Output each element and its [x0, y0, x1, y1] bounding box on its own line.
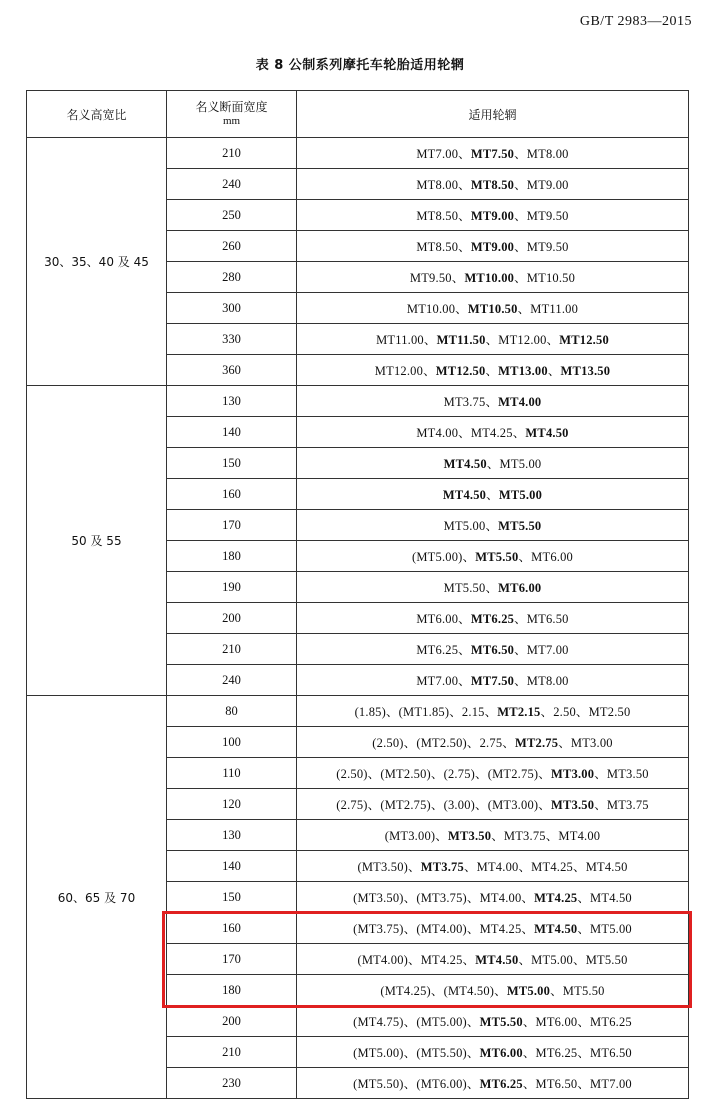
- applicable-rims-cell: (MT4.00)、MT4.25、MT4.50、MT5.00、MT5.50: [297, 944, 689, 975]
- section-width-cell: 180: [167, 975, 297, 1006]
- applicable-rims-cell: (1.85)、(MT1.85)、2.15、MT2.15、2.50、MT2.50: [297, 696, 689, 727]
- table-title: 表 8 公制系列摩托车轮胎适用轮辋: [255, 58, 465, 73]
- applicable-rims-cell: MT8.00、MT8.50、MT9.00: [297, 169, 689, 200]
- applicable-rims-cell: MT10.00、MT10.50、MT11.00: [297, 293, 689, 324]
- section-width-cell: 240: [167, 169, 297, 200]
- table-row: [27, 386, 689, 417]
- applicable-rims-cell: MT6.00、MT6.25、MT6.50: [297, 603, 689, 634]
- applicable-rims-cell: MT3.75、MT4.00: [297, 386, 689, 417]
- applicable-rims-cell: (MT3.75)、(MT4.00)、MT4.25、MT4.50、MT5.00: [297, 913, 689, 944]
- column-header-applicable-rims: 适用轮辋: [297, 91, 689, 138]
- section-width-cell: 170: [167, 510, 297, 541]
- table-container: [26, 90, 688, 1099]
- applicable-rims-cell: MT4.50、MT5.00: [297, 479, 689, 510]
- applicable-rims-cell: (MT4.25)、(MT4.50)、MT5.00、MT5.50: [297, 975, 689, 1006]
- section-width-cell: 160: [167, 479, 297, 510]
- column-header-section-width-unit: mm: [222, 114, 241, 127]
- applicable-rims-cell: (MT3.50)、MT3.75、MT4.00、MT4.25、MT4.50: [297, 851, 689, 882]
- group-label-cell: 60、65 及 70: [27, 696, 167, 1099]
- column-header-aspect-ratio: 名义高宽比: [27, 91, 167, 138]
- section-width-cell: 110: [167, 758, 297, 789]
- section-width-cell: 240: [167, 665, 297, 696]
- section-width-cell: 360: [167, 355, 297, 386]
- applicable-rims-cell: MT9.50、MT10.00、MT10.50: [297, 262, 689, 293]
- table-body: [27, 138, 689, 1099]
- applicable-rims-cell: MT4.00、MT4.25、MT4.50: [297, 417, 689, 448]
- group-label-cell: 50 及 55: [27, 386, 167, 696]
- standard-code-header: GB/T 2983—2015: [579, 14, 692, 29]
- section-width-cell: 280: [167, 262, 297, 293]
- table-row: [27, 138, 689, 169]
- applicable-rims-cell: (2.75)、(MT2.75)、(3.00)、(MT3.00)、MT3.50、MT3.75: [297, 789, 689, 820]
- section-width-cell: 160: [167, 913, 297, 944]
- section-width-cell: 200: [167, 603, 297, 634]
- applicable-rims-cell: MT7.00、MT7.50、MT8.00: [297, 138, 689, 169]
- section-width-cell: 230: [167, 1068, 297, 1099]
- applicable-rims-cell: MT6.25、MT6.50、MT7.00: [297, 634, 689, 665]
- section-width-cell: 150: [167, 448, 297, 479]
- applicable-rims-cell: (2.50)、(MT2.50)、(2.75)、(MT2.75)、MT3.00、MT3.50: [297, 758, 689, 789]
- applicable-rims-cell: (2.50)、(MT2.50)、2.75、MT2.75、MT3.00: [297, 727, 689, 758]
- section-width-cell: 170: [167, 944, 297, 975]
- applicable-rims-cell: MT5.50、MT6.00: [297, 572, 689, 603]
- section-width-cell: 150: [167, 882, 297, 913]
- section-width-cell: 210: [167, 1037, 297, 1068]
- section-width-cell: 200: [167, 1006, 297, 1037]
- table-header-row: [27, 91, 689, 138]
- applicable-rims-cell: MT5.00、MT5.50: [297, 510, 689, 541]
- section-width-cell: 130: [167, 386, 297, 417]
- applicable-rims-cell: MT7.00、MT7.50、MT8.00: [297, 665, 689, 696]
- applicable-rims-cell: (MT5.00)、(MT5.50)、MT6.00、MT6.25、MT6.50: [297, 1037, 689, 1068]
- section-width-cell: 210: [167, 634, 297, 665]
- section-width-cell: 180: [167, 541, 297, 572]
- column-header-section-width: [167, 91, 297, 138]
- applicable-rims-cell: MT11.00、MT11.50、MT12.00、MT12.50: [297, 324, 689, 355]
- section-width-cell: 120: [167, 789, 297, 820]
- section-width-cell: 330: [167, 324, 297, 355]
- section-width-cell: 250: [167, 200, 297, 231]
- rim-spec-table: [26, 90, 689, 1099]
- applicable-rims-cell: (MT3.00)、MT3.50、MT3.75、MT4.00: [297, 820, 689, 851]
- applicable-rims-cell: MT8.50、MT9.00、MT9.50: [297, 200, 689, 231]
- section-width-cell: 140: [167, 417, 297, 448]
- table-header: [27, 91, 689, 138]
- applicable-rims-cell: (MT3.50)、(MT3.75)、MT4.00、MT4.25、MT4.50: [297, 882, 689, 913]
- applicable-rims-cell: (MT4.75)、(MT5.00)、MT5.50、MT6.00、MT6.25: [297, 1006, 689, 1037]
- section-width-cell: 130: [167, 820, 297, 851]
- section-width-cell: 140: [167, 851, 297, 882]
- group-label-cell: 30、35、40 及 45: [27, 138, 167, 386]
- applicable-rims-cell: MT4.50、MT5.00: [297, 448, 689, 479]
- section-width-cell: 80: [167, 696, 297, 727]
- section-width-cell: 100: [167, 727, 297, 758]
- section-width-cell: 260: [167, 231, 297, 262]
- table-row: [27, 696, 689, 727]
- applicable-rims-cell: MT12.00、MT12.50、MT13.00、MT13.50: [297, 355, 689, 386]
- section-width-cell: 300: [167, 293, 297, 324]
- applicable-rims-cell: MT8.50、MT9.00、MT9.50: [297, 231, 689, 262]
- applicable-rims-cell: (MT5.00)、MT5.50、MT6.00: [297, 541, 689, 572]
- applicable-rims-cell: (MT5.50)、(MT6.00)、MT6.25、MT6.50、MT7.00: [297, 1068, 689, 1099]
- section-width-cell: 210: [167, 138, 297, 169]
- section-width-cell: 190: [167, 572, 297, 603]
- column-header-section-width-label: 名义断面宽度: [195, 99, 268, 114]
